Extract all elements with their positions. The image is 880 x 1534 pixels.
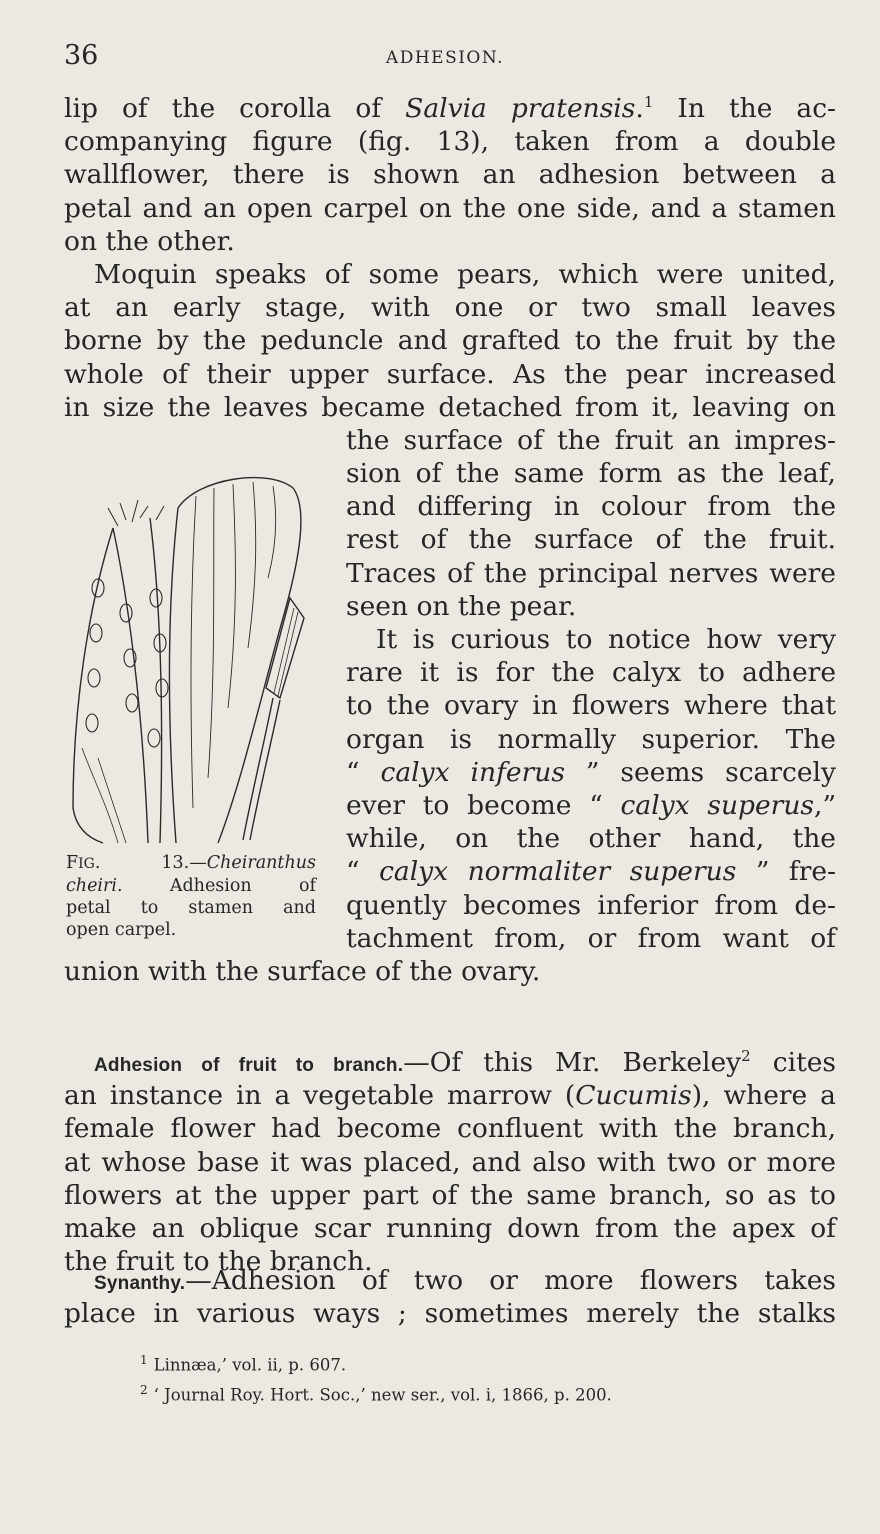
text-line: an instance in a vegetable marrow (Cucumis), where a: [64, 1080, 836, 1112]
text-line: while, on the other hand, the: [346, 823, 836, 855]
text-line: the fruit to the branch.: [64, 1246, 373, 1278]
text-line: Synanthy.—Adhesion of two or more flowers takes: [94, 1265, 836, 1296]
footnote-2: $^2$ ‘ Journal Roy. Hort. Soc.,’ new ser., vol. i, 1866, p. 200.: [140, 1382, 612, 1404]
text-line: Adhesion of fruit to branch.—Of this Mr. Berkeley$^2$ cites: [94, 1047, 836, 1078]
text-line: seen on the pear.: [346, 590, 577, 622]
text-line: ever to become “ calyx superus,”: [346, 789, 836, 821]
figure-13-caption: [66, 852, 316, 941]
text-line: the surface of the fruit an impres-: [346, 424, 836, 456]
text-line: “ calyx normaliter superus ” fre-: [346, 856, 836, 888]
text-line: in size the leaves became detached from it, leaving on: [64, 391, 836, 423]
caption-line: cheiri. Adhesion of: [66, 876, 316, 896]
footnote-1: $^1$ Linnæa,’ vol. ii, p. 607.: [140, 1353, 347, 1375]
petal-outline: [178, 478, 301, 843]
text-line: union with the surface of the ovary.: [64, 955, 541, 987]
ovules: [86, 579, 168, 747]
text-line: organ is normally superior. The: [346, 723, 836, 755]
text-line: quently becomes inferior from de-: [346, 889, 836, 921]
paragraph-2-wrapped: [346, 424, 836, 623]
text-line: petal and an open carpel on the one side, and a stamen: [64, 192, 836, 224]
text-line: rest of the surface of the fruit.: [346, 524, 836, 556]
caption-line: open carpel.: [66, 920, 177, 940]
caption-line: petal to stamen and: [66, 898, 316, 918]
paragraph-3-end: [64, 955, 836, 988]
page-number: 36: [64, 40, 99, 71]
text-line: make an oblique scar running down from the apex of: [64, 1212, 836, 1244]
text-line: sion of the same form as the leaf,: [346, 458, 836, 490]
text-line: whole of their upper surface. As the pear increased: [64, 358, 836, 390]
paragraph-1: [64, 92, 836, 258]
text-line: at an early stage, with one or two small leaves: [64, 292, 836, 324]
caption-line: FIG. 13.—Cheiranthus: [66, 853, 316, 873]
text-line: place in various ways ; sometimes merely the stalks: [64, 1298, 836, 1330]
cheiranthus-engraving: [68, 448, 318, 846]
text-line: tachment from, or from want of: [346, 922, 836, 954]
paragraph-2: [64, 258, 836, 424]
text-line: companying figure (fig. 13), taken from a double: [64, 126, 836, 158]
text-line: rare it is for the calyx to adhere: [346, 657, 836, 689]
running-title: ADHESION.: [385, 48, 505, 68]
text-line: borne by the peduncle and grafted to the fruit by the: [64, 325, 836, 357]
text-line: “ calyx inferus ” seems scarcely: [346, 756, 836, 788]
text-line: to the ovary in flowers where that: [346, 690, 836, 722]
page-header: [64, 40, 826, 80]
text-line: It is curious to notice how very: [376, 624, 836, 655]
text-line: Moquin speaks of some pears, which were united,: [94, 258, 836, 290]
text-line: flowers at the upper part of the same branch, so as to: [64, 1179, 836, 1211]
text-line: lip of the corolla of Salvia pratensis.$^1$ In the ac-: [64, 93, 836, 124]
text-line: wallflower, there is shown an adhesion between a: [64, 159, 836, 191]
text-line: female flower had become confluent with the branch,: [64, 1113, 836, 1145]
text-line: on the other.: [64, 225, 235, 257]
paragraph-4: [64, 1046, 836, 1278]
footnotes: [140, 1348, 612, 1407]
carpel-outline: [73, 528, 113, 843]
figure-13-illustration: [68, 448, 318, 846]
paragraph-3-wrapped: [346, 623, 836, 955]
paragraph-5: [64, 1264, 836, 1330]
text-line: and differing in colour from the: [346, 491, 836, 523]
text-line: Traces of the principal nerves were: [346, 557, 836, 589]
text-line: at whose base it was placed, and also with two or more: [64, 1146, 836, 1178]
